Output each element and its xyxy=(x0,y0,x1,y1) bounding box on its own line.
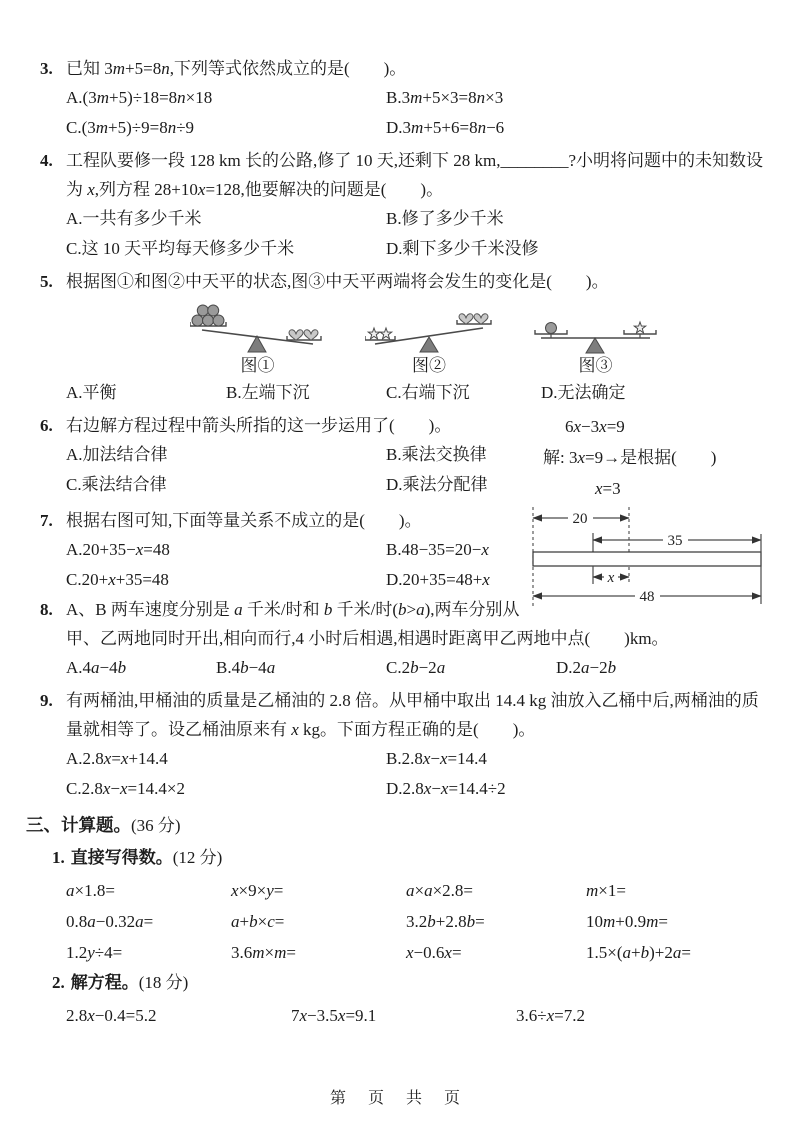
segment-diagram xyxy=(525,504,765,615)
section-3-header xyxy=(26,810,765,841)
star-icons xyxy=(368,328,391,339)
option-a: A.一共有多少千米 xyxy=(66,209,202,228)
option-d: D.2.8x−x=14.4÷2 xyxy=(386,779,506,798)
question-number: 6. xyxy=(40,416,53,435)
options-row xyxy=(66,204,765,264)
option-b: B.乘法交换律 xyxy=(386,445,487,464)
question-4 xyxy=(40,146,765,264)
calc-item: a+b×c= xyxy=(231,912,285,931)
option-c: C.2.8x−x=14.4×2 xyxy=(66,779,185,798)
options-row xyxy=(66,653,765,683)
question-stem xyxy=(40,54,765,83)
question-stem xyxy=(40,686,765,744)
question-9 xyxy=(40,686,765,804)
segment-diagram-icon xyxy=(525,504,765,610)
calc-item: x−0.6x= xyxy=(406,943,462,962)
question-stem xyxy=(40,267,765,296)
question-7-8-block xyxy=(40,506,765,683)
calc-item: a×a×2.8= xyxy=(406,881,474,900)
direct-calculation-grid xyxy=(40,875,765,968)
fulcrum-icon xyxy=(586,338,604,353)
calc-item: x×9×y= xyxy=(231,881,284,900)
calc-item: 3.6m×m= xyxy=(231,943,296,962)
ball-icons xyxy=(192,305,224,326)
question-number: 8. xyxy=(40,600,53,619)
question-stem-text: 根据图①和图②中天平的状态,图③中天平两端将会发生的变化是( )。 xyxy=(66,272,609,291)
subsection-1-header xyxy=(52,843,765,873)
star-icon xyxy=(634,322,645,333)
option-b: B.48−35=20−x xyxy=(386,540,489,559)
calc-item: a×1.8= xyxy=(66,881,115,900)
dim-label-20: 20 xyxy=(572,511,588,527)
equation-step-2: 解: 3x=9→是根据( ) xyxy=(543,448,717,467)
option-c: C.(3m+5)÷9=8n÷9 xyxy=(66,118,195,137)
option-c: C.右端下沉 xyxy=(386,383,470,402)
ball-icon xyxy=(546,323,557,334)
heart-icons xyxy=(459,314,488,324)
question-number: 7. xyxy=(40,511,53,530)
dim-label-48: 48 xyxy=(639,589,655,605)
calc-item: 0.8a−0.32a= xyxy=(66,912,154,931)
equation-step-1: 6x−3x=9 xyxy=(565,417,625,436)
equation-item: 7x−3.5x=9.1 xyxy=(291,1006,377,1025)
subsection-number: 2. xyxy=(52,973,65,992)
solve-equations-row xyxy=(40,1000,765,1031)
option-d: D.无法确定 xyxy=(541,383,626,402)
equation-item: 2.8x−0.4=5.2 xyxy=(66,1006,157,1025)
question-3 xyxy=(40,54,765,143)
balance-figures xyxy=(190,300,765,376)
equation-step-3: x=3 xyxy=(595,479,621,498)
subsection-title: 直接写得数。 xyxy=(70,848,173,867)
calc-item: m×1= xyxy=(586,881,626,900)
figure-label: 图① xyxy=(240,356,275,375)
option-b: B.3m+5×3=8n×3 xyxy=(386,88,504,107)
dim-label-35: 35 xyxy=(667,533,683,549)
subsection-title: 解方程。 xyxy=(70,973,139,992)
balance-scale-3-icon xyxy=(533,300,658,356)
balance-figure-2 xyxy=(365,300,493,376)
figure-label: 图③ xyxy=(578,356,613,375)
question-5 xyxy=(40,267,765,408)
heart-icons xyxy=(289,330,318,340)
calc-item: 10m+0.9m= xyxy=(586,912,668,931)
subsection-score: (12 分) xyxy=(172,848,223,867)
option-d: D.3m+5+6=8n−6 xyxy=(386,118,505,137)
question-6 xyxy=(40,411,765,503)
options-row xyxy=(66,378,765,408)
option-b: B.修了多少千米 xyxy=(386,209,504,228)
option-a: A.平衡 xyxy=(66,383,117,402)
equation-item: 3.6÷x=7.2 xyxy=(516,1006,585,1025)
fulcrum-icon xyxy=(420,337,438,352)
option-c: C.2b−2a xyxy=(386,658,446,677)
option-d: D.20+35=48+x xyxy=(386,570,490,589)
option-a: A.加法结合律 xyxy=(66,445,168,464)
option-d: D.剩下多少千米没修 xyxy=(386,239,539,258)
options-row xyxy=(66,744,765,804)
question-stem-text: A、B 两车速度分别是 a 千米/时和 b 千米/时(b>a),两车分别从甲、乙两地同时开出,相向而行,4 小时后相遇,相遇时距离甲乙两地中点( )km。 xyxy=(66,600,669,648)
calc-item: 3.2b+2.8b= xyxy=(406,912,485,931)
option-b: B.4b−4a xyxy=(216,658,276,677)
subsection-2-header xyxy=(52,968,765,998)
question-number: 9. xyxy=(40,691,53,710)
options-row xyxy=(66,83,765,143)
calc-item: 1.2y÷4= xyxy=(66,943,123,962)
segment-bar xyxy=(533,552,761,566)
question-stem-text: 右边解方程过程中箭头所指的这一步运用了( )。 xyxy=(66,416,452,435)
options-row xyxy=(66,535,525,595)
question-stem-text: 已知 3m+5=8n,下列等式依然成立的是( )。 xyxy=(66,59,407,78)
option-c: C.20+x+35=48 xyxy=(66,570,169,589)
page-footer: 第 页 共 页 xyxy=(329,1090,463,1107)
option-a: A.2.8x=x+14.4 xyxy=(66,749,168,768)
question-stem xyxy=(40,146,765,204)
balance-figure-1 xyxy=(190,300,325,376)
left-pan xyxy=(365,336,395,340)
subsection-number: 1. xyxy=(52,848,65,867)
option-b: B.左端下沉 xyxy=(226,383,310,402)
section-3-title: 三、计算题。 xyxy=(26,815,131,835)
option-c: C.乘法结合律 xyxy=(66,475,167,494)
option-b: B.2.8x−x=14.4 xyxy=(386,749,487,768)
option-a: A.20+35−x=48 xyxy=(66,540,170,559)
section-3-score: (36 分) xyxy=(131,816,181,835)
balance-scale-1-icon xyxy=(190,300,325,356)
option-a: A.(3m+5)÷18=8n×18 xyxy=(66,88,213,107)
equation-working xyxy=(525,411,765,503)
balance-figure-3 xyxy=(533,300,658,376)
calc-item: 1.5×(a+b)+2a= xyxy=(586,943,691,962)
option-c: C.这 10 天平均每天修多少千米 xyxy=(66,239,295,258)
figure-label: 图② xyxy=(412,356,446,375)
option-d: D.2a−2b xyxy=(556,658,617,677)
question-stem-text: 有两桶油,甲桶油的质量是乙桶油的 2.8 倍。从甲桶中取出 14.4 kg 油放入乙桶中后,两桶油的质量就相等了。设乙桶油原来有 x kg。下面方程正确的是( )。 xyxy=(66,691,759,739)
question-number: 5. xyxy=(40,272,53,291)
option-d: D.乘法分配律 xyxy=(386,475,488,494)
question-number: 3. xyxy=(40,59,53,78)
question-stem-text: 工程队要修一段 128 km 长的公路,修了 10 天,还剩下 28 km,________?小明将问题中的未知数设为 x,列方程 28+10x=128,他要解决的问题是( )。 xyxy=(66,151,763,199)
balance-scale-2-icon xyxy=(365,300,493,356)
question-number: 4. xyxy=(40,151,53,170)
dim-label-x: x xyxy=(607,570,615,586)
subsection-score: (18 分) xyxy=(138,973,189,992)
option-a: A.4a−4b xyxy=(66,658,127,677)
options-row xyxy=(66,440,525,500)
question-stem-text: 根据右图可知,下面等量关系不成立的是( )。 xyxy=(66,511,422,530)
